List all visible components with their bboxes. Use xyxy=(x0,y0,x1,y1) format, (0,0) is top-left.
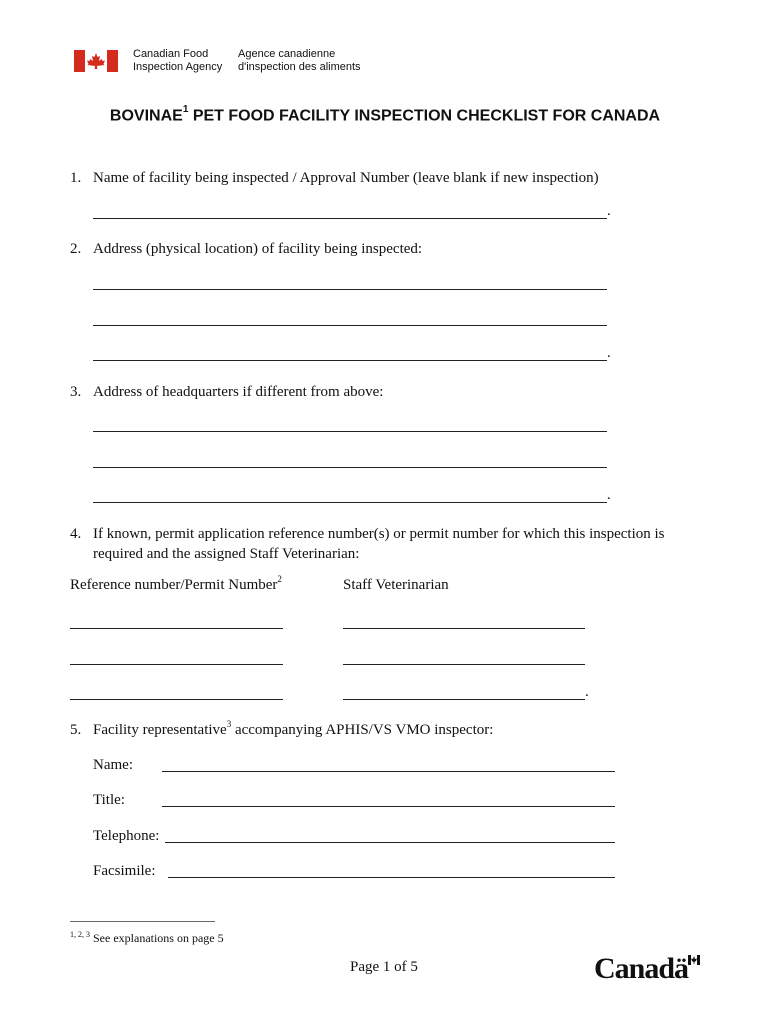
question-text-line1: If known, permit application reference number(s) or permit number for which this inspection is xyxy=(93,526,665,542)
line-end-period: . xyxy=(607,345,611,361)
agency-name-en xyxy=(133,48,233,74)
line-end-period: . xyxy=(607,203,611,219)
reference-number-field-2[interactable] xyxy=(70,664,283,665)
reference-number-field-3[interactable] xyxy=(70,699,283,700)
rep-title-label: Title: xyxy=(93,792,125,808)
hq-address-field-3[interactable] xyxy=(93,502,607,503)
question-1 xyxy=(70,168,710,188)
rep-telephone-label: Telephone: xyxy=(93,828,160,844)
facility-address-field-2[interactable] xyxy=(93,325,607,326)
canada-flag-logo xyxy=(74,50,118,72)
title-prefix: BOVINAE xyxy=(109,107,183,125)
agency-fr-line2: d'inspection des aliments xyxy=(238,61,361,73)
staff-veterinarian-field-2[interactable] xyxy=(343,664,585,665)
facility-name-field[interactable] xyxy=(93,218,607,219)
footnote-markers: 1, 2, 3 xyxy=(70,930,90,939)
question-text-a: Facility representative xyxy=(93,722,227,738)
question-text-b: accompanying APHIS/VS VMO inspector: xyxy=(231,722,494,738)
title-superscript: 1 xyxy=(182,104,189,115)
question-text-line2: required and the assigned Staff Veterinarian: xyxy=(93,546,360,562)
question-number: 2. xyxy=(70,241,82,257)
rep-title-field[interactable] xyxy=(162,806,615,807)
rep-telephone-field[interactable] xyxy=(165,842,615,843)
canada-wordmark xyxy=(594,952,688,986)
rep-facsimile-field[interactable] xyxy=(168,877,615,878)
question-5 xyxy=(70,720,710,740)
question-4 xyxy=(70,524,720,564)
facility-address-field-1[interactable] xyxy=(93,289,607,290)
question-number: 4. xyxy=(70,526,82,542)
rep-name-field[interactable] xyxy=(162,771,615,772)
staff-veterinarian-field-1[interactable] xyxy=(343,628,585,629)
question-text xyxy=(93,720,493,740)
hq-address-field-2[interactable] xyxy=(93,467,607,468)
footnote-marker: 2 xyxy=(277,574,282,584)
question-2 xyxy=(70,239,710,259)
rep-facsimile-label: Facsimile: xyxy=(93,863,156,879)
agency-en-line1: Canadian Food xyxy=(133,48,209,60)
reference-number-field-1[interactable] xyxy=(70,628,283,629)
title-rest: PET FOOD FACILITY INSPECTION CHECKLIST FOR CANADA xyxy=(188,107,661,125)
question-number: 1. xyxy=(70,170,82,186)
facility-address-field-3[interactable] xyxy=(93,360,607,361)
footnote-divider xyxy=(70,921,215,922)
agency-en-line2: Inspection Agency xyxy=(133,61,223,73)
question-text: Name of facility being inspected / Approval Number (leave blank if new inspection) xyxy=(93,170,599,186)
reference-number-label-text: Reference number/Permit Number xyxy=(70,577,278,593)
question-number: 5. xyxy=(70,722,82,738)
wordmark-flag-icon xyxy=(688,955,700,965)
agency-fr-line1: Agence canadienne xyxy=(238,48,336,60)
page-number: Page 1 of 5 xyxy=(350,959,418,975)
question-text: Address (physical location) of facility being inspected: xyxy=(93,241,423,257)
question-text: Address of headquarters if different from above: xyxy=(93,384,384,400)
rep-name-label: Name: xyxy=(93,757,133,773)
question-number: 3. xyxy=(70,384,82,400)
agency-name-fr xyxy=(238,48,378,74)
footnote-text: See explanations on page 5 xyxy=(90,931,224,945)
line-end-period: . xyxy=(585,684,589,700)
staff-veterinarian-field-3[interactable] xyxy=(343,699,585,700)
reference-number-label xyxy=(70,574,282,594)
footnote xyxy=(70,930,224,946)
footnote-marker: 3 xyxy=(226,719,232,729)
line-end-period: . xyxy=(607,487,611,503)
staff-veterinarian-label: Staff Veterinarian xyxy=(343,577,449,593)
canada-wordmark-text: Canadä xyxy=(594,952,689,985)
question-3 xyxy=(70,382,710,402)
page-title xyxy=(0,106,770,125)
hq-address-field-1[interactable] xyxy=(93,431,607,432)
